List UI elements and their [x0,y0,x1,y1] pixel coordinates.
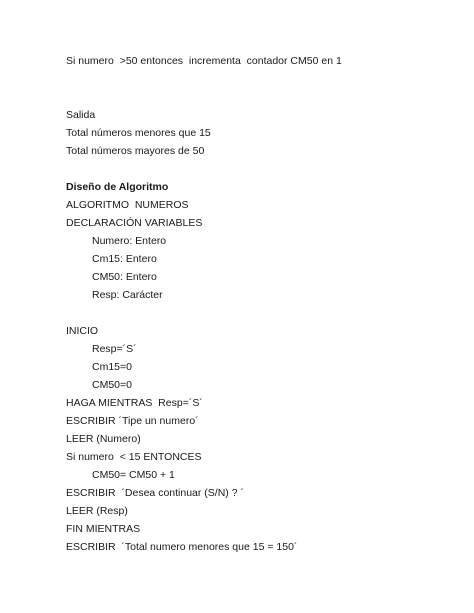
code-line-var-resp: Resp: Carácter [92,289,163,301]
code-line-init-cm15: Cm15=0 [92,361,132,373]
code-line-leer-resp: LEER (Resp) [66,505,128,517]
code-line-var-numero: Numero: Entero [92,235,167,247]
code-line-init-resp: Resp=´S´ [92,343,137,355]
text-line-condition-cm50: Si numero >50 entonces incrementa contador CM50 en 1 [66,55,342,67]
code-line-init-cm50: CM50=0 [92,379,132,391]
text-line-total-menores: Total números menores que 15 [66,127,211,139]
code-line-escribir-total: ESCRIBIR ´Total numero menores que 15 = 150´ [66,541,298,553]
code-line-leer-numero: LEER (Numero) [66,433,141,445]
code-line-escribir-continuar: ESCRIBIR ´Desea continuar (S/N) ? ´ [66,487,244,499]
code-line-var-cm15: Cm15: Entero [92,253,157,265]
code-line-increment-cm50: CM50= CM50 + 1 [92,469,175,481]
code-line-haga-mientras: HAGA MIENTRAS Resp=´S´ [66,397,203,409]
code-line-inicio: INICIO [66,325,99,337]
code-line-escribir-tipe: ESCRIBIR ´Tipe un numero´ [66,415,199,427]
code-line-si-numero: Si numero < 15 ENTONCES [66,451,202,463]
code-line-fin-mientras: FIN MIENTRAS [66,523,141,535]
text-line-total-mayores: Total números mayores de 50 [66,145,205,157]
section-salida: Salida [66,109,96,121]
code-line-algoritmo: ALGORITMO NUMEROS [66,199,189,211]
code-line-var-cm50: CM50: Entero [92,271,157,283]
code-line-declaracion: DECLARACIÓN VARIABLES [66,217,203,229]
section-heading-diseno: Diseño de Algoritmo [66,181,169,193]
